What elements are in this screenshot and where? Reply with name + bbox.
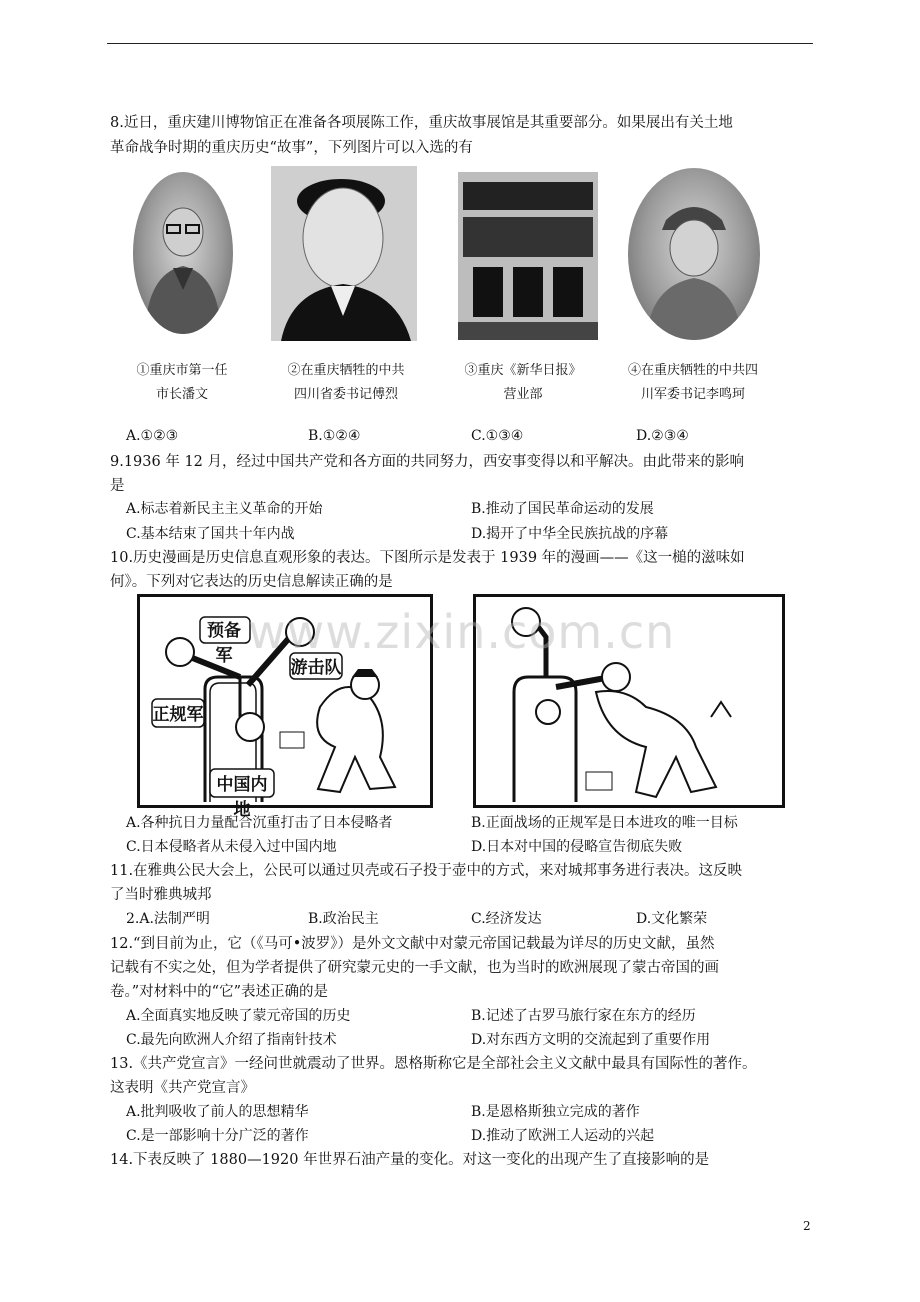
q10-option-c: C.日本侵略者从未侵入过中国内地 — [126, 839, 337, 855]
q12-option-a: A.全面真实地反映了蒙元帝国的历史 — [126, 1008, 351, 1024]
q11-option-a: 2.A.法制严明 — [126, 911, 210, 927]
photo-pan-wen — [133, 172, 233, 334]
cartoon-label-inland: 中国内地 — [216, 775, 268, 820]
caption-3-line2: 营业部 — [503, 387, 543, 402]
q8-option-d: D.②③④ — [636, 428, 689, 444]
photo-fu-lie — [271, 166, 417, 341]
cartoon-right — [473, 594, 785, 808]
caption-2-line1: ②在重庆牺牲的中共 — [287, 363, 405, 378]
watermark: www.zixin.com.cn — [248, 605, 676, 659]
header-rule — [107, 43, 813, 44]
q10-option-b: B.正面战场的正规军是日本进攻的唯一目标 — [471, 815, 738, 831]
caption-2-line2: 四川省委书记傅烈 — [293, 387, 398, 402]
page-number: 2 — [803, 1219, 811, 1233]
q8-option-a: A.①②③ — [126, 428, 179, 444]
q8-option-c: C.①③④ — [471, 428, 524, 444]
q12-stem-line2: 记载有不实之处，但为学者提供了研究蒙元史的一手文献，也为当时的欧洲展现了蒙古帝国的画 — [110, 960, 719, 976]
cartoon-label-reserve: 预备军 — [207, 621, 241, 666]
q13-stem-line1: 13.《共产党宣言》一经问世就震动了世界。恩格斯称它是全部社会主义文献中最具有国际性的著作。 — [110, 1056, 757, 1072]
q8-stem-line2: 革命战争时期的重庆历史“故事”，下列图片可以入选的有 — [110, 140, 473, 156]
q9-stem-line2: 是 — [110, 478, 125, 494]
q12-option-d: D.对东西方文明的交流起到了重要作用 — [471, 1032, 711, 1048]
cartoon-label-regular: 正规军 — [152, 705, 204, 725]
q8-option-b: B.①②④ — [308, 428, 361, 444]
q11-option-c: C.经济发达 — [471, 911, 542, 927]
cartoon-label-guerrilla: 游击队 — [290, 658, 342, 678]
q10-option-d: D.日本对中国的侵略宣告彻底失败 — [471, 839, 683, 855]
q11-stem-line2: 了当时雅典城邦 — [110, 887, 212, 903]
caption-4-line2: 川军委书记李鸣珂 — [640, 387, 745, 402]
q11-stem-line1: 11.在雅典公民大会上，公民可以通过贝壳或石子投于壶中的方式，来对城邦事务进行表决。这反映 — [110, 863, 743, 879]
q12-stem-line1: 12.“到目前为止，它（《马可•波罗》）是外文文献中对蒙元帝国记载最为详尽的历史文献，虽然 — [110, 936, 715, 952]
q9-option-b: B.推动了国民革命运动的发展 — [471, 501, 654, 517]
q13-option-d: D.推动了欧洲工人运动的兴起 — [471, 1128, 655, 1144]
q9-option-d: D.揭开了中华全民族抗战的序幕 — [471, 526, 669, 542]
caption-3-line1: ③重庆《新华日报》 — [464, 363, 582, 378]
q13-option-a: A.批判吸收了前人的思想精华 — [126, 1104, 309, 1120]
caption-1-line1: ①重庆市第一任 — [136, 363, 228, 378]
q13-option-c: C.是一部影响十分广泛的著作 — [126, 1128, 309, 1144]
q12-stem-line3: 卷。”对材料中的“它”表述正确的是 — [110, 984, 328, 1000]
q9-option-a: A.标志着新民主主义革命的开始 — [126, 501, 323, 517]
photo-xinhua-daily-office — [458, 172, 598, 340]
q11-option-d: D.文化繁荣 — [636, 911, 708, 927]
q9-option-c: C.基本结束了国共十年内战 — [126, 526, 295, 542]
photo-li-mingke — [628, 168, 760, 340]
q9-stem-line1: 9.1936 年 12 月，经过中国共产党和各方面的共同努力，西安事变得以和平解决。由此带来的影响 — [110, 454, 745, 470]
q11-option-b: B.政治民主 — [308, 911, 379, 927]
q10-stem-line1: 10.历史漫画是历史信息直观形象的表达。下图所示是发表于 1939 年的漫画——《这一槌的滋味如 — [110, 550, 745, 566]
caption-1-line2: 市长潘文 — [155, 387, 208, 402]
q13-option-b: B.是恩格斯独立完成的著作 — [471, 1104, 640, 1120]
q13-stem-line2: 这表明《共产党宣言》 — [110, 1080, 255, 1096]
q12-option-c: C.最先向欧洲人介绍了指南针技术 — [126, 1032, 337, 1048]
q12-option-b: B.记述了古罗马旅行家在东方的经历 — [471, 1008, 696, 1024]
q8-stem-line1: 8.近日，重庆建川博物馆正在准备各项展陈工作，重庆故事展馆是其重要部分。如果展出有关土地 — [110, 115, 733, 131]
caption-4-line1: ④在重庆牺牲的中共四 — [627, 363, 758, 378]
q14-stem-line1: 14.下表反映了 1880—1920 年世界石油产量的变化。对这一变化的出现产生了直接影响的是 — [110, 1152, 710, 1168]
q10-option-a: A.各种抗日力量配合沉重打击了日本侵略者 — [126, 815, 393, 831]
q10-stem-line2: 何》。下列对它表达的历史信息解读正确的是 — [110, 574, 393, 590]
